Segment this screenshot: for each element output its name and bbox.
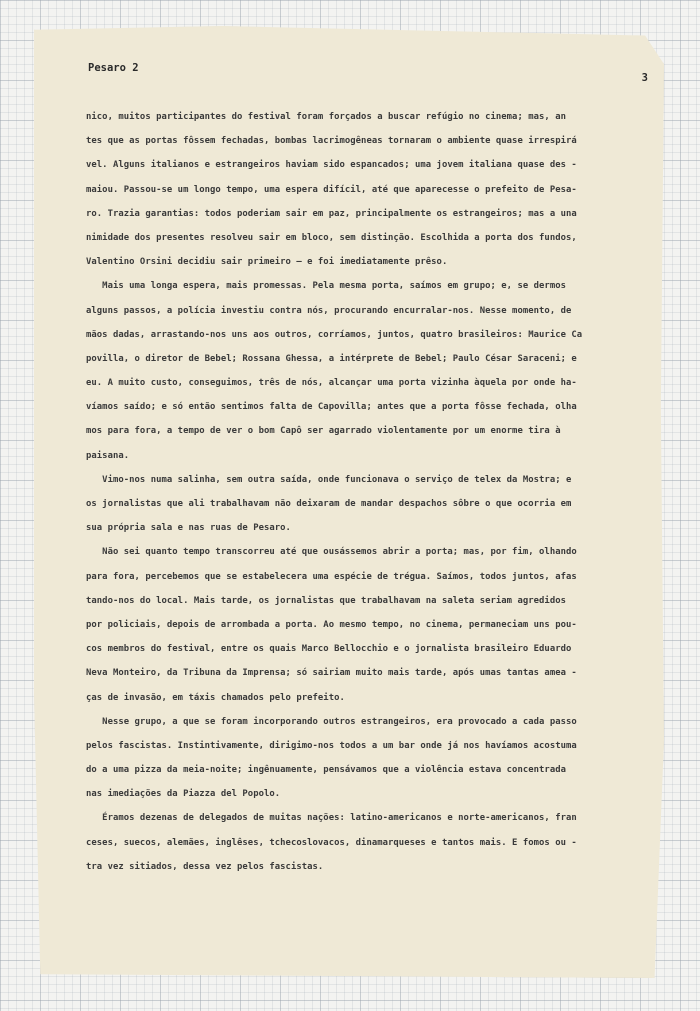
text-line: Mais uma longa espera, mais promessas. Pela mesma porta, saímos em grupo; e, se dermos — [86, 281, 566, 292]
text-line: nico, muitos participantes do festival foram forçados a buscar refúgio no cinema; mas, an — [86, 112, 566, 122]
text-line: Não sei quanto tempo transcorreu até que ousássemos abrir a porta; mas, por fim, olhando — [86, 547, 577, 558]
text-line: mos para fora, a tempo de ver o bom Capô ser agarrado violentamente por um enorme tira à — [86, 426, 561, 437]
page-number: 3 — [641, 72, 648, 84]
text-line: ro. Trazia garantias: todos poderiam sair em paz, principalmente os estrangeiros; mas a una — [86, 208, 577, 219]
text-line: mãos dadas, arrastando-nos uns aos outros, corríamos, juntos, quatro brasileiros: Maurice Ca — [86, 329, 583, 340]
text-line: tra vez sitiados, dessa vez pelos fascistas. — [86, 861, 324, 872]
text-line: maiou. Passou-se um longo tempo, uma espera difícil, até que aparecesse o prefeito de Pesa- — [86, 184, 577, 195]
body-text — [86, 105, 646, 879]
text-line: eu. A muito custo, conseguimos, três de nós, alcançar uma porta vizinha àquela por onde ha- — [86, 378, 577, 389]
text-line: povilla, o diretor de Bebel; Rossana Ghessa, a intérprete de Bebel; Paulo César Saraceni; e — [86, 353, 577, 364]
text-line: tando-nos do local. Mais tarde, os jornalistas que trabalhavam na saleta seriam agredidos — [86, 595, 566, 606]
text-line: pelos fascistas. Instintivamente, dirigimo-nos todos a um bar onde já nos havíamos acostuma — [86, 740, 577, 751]
text-line: sua própria sala e nas ruas de Pesaro. — [86, 523, 291, 534]
text-line: Éramos dezenas de delegados de muitas nações: latino-americanos e norte-americanos, fran — [86, 813, 577, 824]
text-line: Neva Monteiro, da Tribuna da Imprensa; só sairiam muito mais tarde, após umas tantas amea - — [86, 668, 577, 679]
text-line: ceses, suecos, alemães, inglêses, tchecoslovacos, dinamarqueses e tantos mais. E fomos ou - — [86, 837, 577, 848]
text-line: Nesse grupo, a que se foram incorporando outros estrangeiros, era provocado a cada passo — [86, 716, 577, 727]
text-line: ças de invasão, em táxis chamados pelo prefeito. — [86, 692, 345, 703]
text-line: víamos saído; e só então sentimos falta de Capovilla; antes que a porta fôsse fechada, olha — [86, 402, 577, 413]
text-line: por policiais, depois de arrombada a porta. Ao mesmo tempo, no cinema, permaneciam uns pou- — [86, 619, 577, 630]
text-line: alguns passos, a polícia investiu contra nós, procurando encurralar-nos. Nesse momento, de — [86, 305, 572, 316]
text-line: vel. Alguns italianos e estrangeiros haviam sido espancados; uma jovem italiana quase des - — [86, 160, 577, 171]
text-line: cos membros do festival, entre os quais Marco Bellocchio e o jornalista brasileiro Eduardo — [86, 644, 572, 655]
text-line: nimidade dos presentes resolveu sair em bloco, sem distinção. Escolhida a porta dos fundos, — [86, 232, 577, 243]
page-label: Pesaro 2 — [88, 62, 139, 74]
text-line: Vimo-nos numa salinha, sem outra saída, onde funcionava o serviço de telex da Mostra; e — [86, 474, 572, 485]
text-line: os jornalistas que ali trabalhavam não deixaram de mandar despachos sôbre o que ocorria em — [86, 499, 572, 509]
text-line: Valentino Orsini decidiu sair primeiro — e foi imediatamente prêso. — [86, 257, 448, 268]
text-line: para fora, percebemos que se estabelecera uma espécie de trégua. Saímos, todos juntos, afas — [86, 571, 577, 582]
text-line: tes que as portas fôssem fechadas, bombas lacrimogêneas tornaram o ambiente quase irrespirá — [86, 136, 577, 147]
text-line: paisana. — [86, 450, 130, 461]
text-line: do a uma pizza da meia-noite; ingênuamente, pensávamos que a violência estava concentrada — [86, 765, 566, 776]
text-line: nas imediações da Piazza del Popolo. — [86, 789, 281, 800]
page-header — [88, 62, 648, 82]
